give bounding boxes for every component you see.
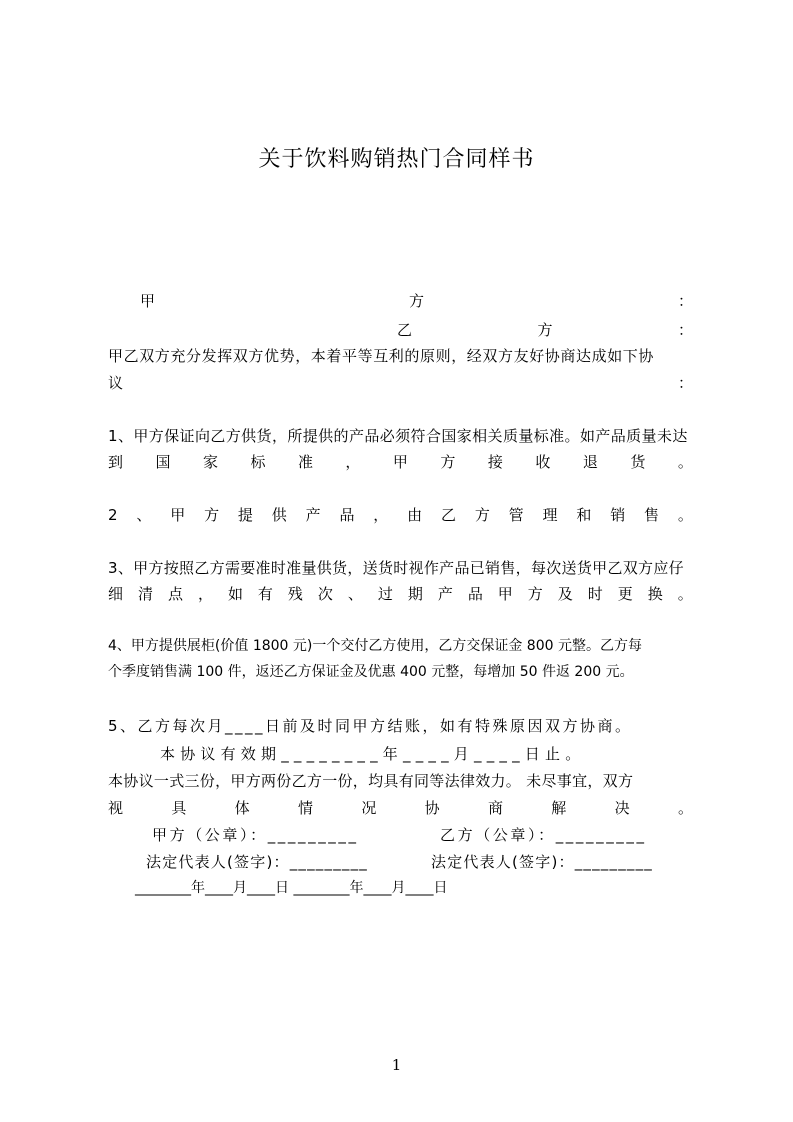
- clause-2-line-1: [108, 505, 693, 525]
- text-glyph: ：: [677, 321, 693, 339]
- text-glyph: 细: [108, 585, 124, 603]
- text-glyph: 乙: [397, 321, 413, 339]
- text-glyph: 。: [677, 585, 693, 603]
- text-glyph: 2: [108, 506, 118, 524]
- text-glyph: 产: [305, 506, 321, 524]
- text-glyph: 售: [644, 506, 660, 524]
- text-glyph: 、: [136, 506, 152, 524]
- clause-4-line-1: 4、甲方提供展柜(价值 1800 元)一个交付乙方使用，乙方交保证金 800 元整。乙方每: [108, 638, 642, 654]
- text-glyph: 家: [202, 453, 218, 471]
- text-glyph: 有: [257, 585, 273, 603]
- text-glyph: 清: [137, 585, 153, 603]
- text-glyph: 理: [542, 506, 558, 524]
- text-glyph: 具: [171, 799, 187, 817]
- text-glyph: 协: [424, 799, 440, 817]
- party-b-line: [397, 320, 693, 340]
- text-glyph: 体: [234, 799, 250, 817]
- copies-line-2: [108, 798, 693, 818]
- clause-1-line-2: [108, 452, 693, 472]
- text-glyph: 、: [347, 585, 363, 603]
- text-glyph: 方: [537, 321, 553, 339]
- intro-line-2: [108, 373, 693, 393]
- clause-1-line-1: 1、甲方保证向乙方供货，所提供的产品必须符合国家相关质量标准。如产品质量未达: [108, 427, 688, 445]
- text-glyph: ：: [677, 292, 693, 310]
- text-glyph: 残: [287, 585, 303, 603]
- text-glyph: 及: [557, 585, 573, 603]
- clause-4-line-2: 个季度销售满 100 件，返还乙方保证金及优惠 400 元整，每增加 50 件返 200 元。: [108, 664, 634, 680]
- text-glyph: 换: [647, 585, 663, 603]
- text-glyph: 时: [587, 585, 603, 603]
- text-glyph: 况: [361, 799, 377, 817]
- text-glyph: 次: [317, 585, 333, 603]
- text-glyph: 提: [237, 506, 253, 524]
- legal-rep-b: 法定代表人(签字)：_________: [431, 853, 654, 871]
- text-glyph: 退: [582, 453, 598, 471]
- text-glyph: 商: [487, 799, 503, 817]
- text-glyph: 货: [630, 453, 646, 471]
- text-glyph: ，: [197, 585, 213, 603]
- page-number: 1: [391, 1056, 402, 1074]
- text-glyph: 接: [487, 453, 503, 471]
- text-glyph: ，: [373, 506, 389, 524]
- text-glyph: 决: [614, 799, 630, 817]
- text-glyph: 方: [204, 506, 220, 524]
- date-line: ________年____月____日 ________年____月____日: [135, 880, 448, 896]
- text-glyph: 议: [108, 374, 124, 392]
- text-glyph: 方: [474, 506, 490, 524]
- document-title: 关于饮料购销热门合同样书: [258, 147, 535, 172]
- text-glyph: 方: [527, 585, 543, 603]
- text-glyph: 方: [440, 453, 456, 471]
- text-glyph: 。: [677, 799, 693, 817]
- text-glyph: 甲: [392, 453, 408, 471]
- text-glyph: 品: [339, 506, 355, 524]
- text-glyph: 产: [437, 585, 453, 603]
- legal-rep-a: 法定代表人(签字)：_________: [146, 853, 369, 871]
- text-glyph: 标: [250, 453, 266, 471]
- text-glyph: 过: [377, 585, 393, 603]
- text-glyph: 收: [535, 453, 551, 471]
- text-glyph: 和: [576, 506, 592, 524]
- text-glyph: 。: [677, 453, 693, 471]
- text-glyph: 期: [407, 585, 423, 603]
- party-a-line: [140, 291, 693, 311]
- clause-3-line-1: 3、甲方按照乙方需要准时准量供货，送货时视作产品已销售，每次送货甲乙双方应仔: [108, 559, 684, 577]
- text-glyph: 甲: [497, 585, 513, 603]
- clause-3-line-2: [108, 584, 693, 604]
- text-glyph: ：: [677, 374, 693, 392]
- text-glyph: 甲: [170, 506, 186, 524]
- text-glyph: 管: [508, 506, 524, 524]
- text-glyph: 更: [617, 585, 633, 603]
- text-glyph: 由: [407, 506, 423, 524]
- text-glyph: 到: [108, 453, 124, 471]
- seal-a: 甲方（公章）：_________: [152, 826, 359, 844]
- text-glyph: 方: [408, 292, 424, 310]
- text-glyph: 销: [610, 506, 626, 524]
- intro-line-1: 甲乙双方充分发挥双方优势，本着平等互利的原则，经双方友好协商达成如下协: [108, 347, 655, 365]
- copies-line-1: 本协议一式三份，甲方两份乙方一份，均具有同等法律效力。 未尽事宜，双方: [108, 772, 634, 790]
- text-glyph: 点: [167, 585, 183, 603]
- text-glyph: 准: [297, 453, 313, 471]
- text-glyph: ，: [345, 453, 361, 471]
- text-glyph: 品: [467, 585, 483, 603]
- text-glyph: 解: [551, 799, 567, 817]
- seal-b: 乙方（公章）：_________: [440, 826, 647, 844]
- clause-5-line-1: 5、乙方每次月____日前及时同甲方结账，如有特殊原因双方协商。: [108, 717, 633, 735]
- text-glyph: 情: [297, 799, 313, 817]
- text-glyph: 视: [108, 799, 124, 817]
- text-glyph: 供: [271, 506, 287, 524]
- text-glyph: 甲: [140, 292, 156, 310]
- text-glyph: 如: [227, 585, 243, 603]
- validity-line: 本协议有效期________年____月____日止。: [160, 745, 586, 763]
- text-glyph: 乙: [440, 506, 456, 524]
- text-glyph: 。: [677, 506, 693, 524]
- text-glyph: 国: [155, 453, 171, 471]
